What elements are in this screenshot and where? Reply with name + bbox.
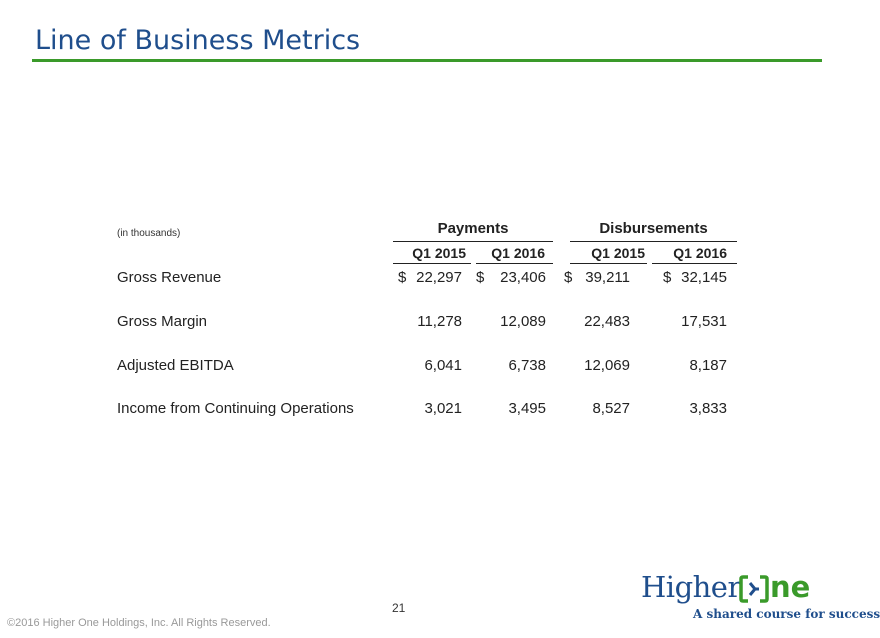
cell-value: 12,069	[584, 357, 630, 374]
table-cell	[663, 357, 727, 377]
column-rule	[476, 263, 553, 264]
table-cell	[398, 357, 462, 377]
copyright-notice: ©2016 Higher One Holdings, Inc. All Rights Reserved.	[7, 617, 271, 629]
cell-value: 22,483	[584, 313, 630, 330]
cell-value: 8,527	[592, 400, 630, 417]
logo-o-icon	[739, 575, 769, 603]
column-header: Q1 2016	[491, 245, 545, 261]
group-header-disbursements: Disbursements	[599, 220, 708, 237]
cell-value: 6,738	[508, 357, 546, 374]
column-rule	[570, 263, 647, 264]
cell-value: 3,833	[689, 400, 727, 417]
table-cell	[564, 313, 630, 333]
cell-value: 32,145	[681, 269, 727, 286]
column-header: Q1 2015	[412, 245, 466, 261]
column-header: Q1 2015	[591, 245, 645, 261]
logo-tagline: A shared course for success	[693, 607, 880, 621]
cell-value: 3,021	[424, 400, 462, 417]
row-label-gross-margin: Gross Margin	[117, 313, 208, 330]
currency-symbol: $	[398, 269, 407, 286]
group-rule-disbursements	[570, 241, 737, 242]
row-label-adjusted-ebitda: Adjusted EBITDA	[117, 357, 234, 374]
company-logo	[641, 568, 880, 623]
currency-symbol: $	[564, 269, 573, 286]
table-cell	[398, 400, 462, 420]
column-rule	[393, 263, 471, 264]
table-cell	[663, 313, 727, 333]
table-cell	[564, 357, 630, 377]
cell-value: 11,278	[417, 313, 462, 330]
logo-wordmark-suffix: ne	[770, 570, 811, 604]
units-note: (in thousands)	[117, 228, 181, 239]
page-number: 21	[392, 601, 406, 615]
cell-value: 22,297	[416, 269, 462, 286]
table-cell	[663, 400, 727, 420]
cell-value: 17,531	[681, 313, 727, 330]
logo-wordmark: Higher	[641, 570, 741, 604]
cell-value: 39,211	[585, 269, 630, 286]
table-cell	[476, 269, 546, 289]
table-cell	[398, 269, 462, 289]
column-header: Q1 2016	[673, 245, 727, 261]
table-cell	[398, 313, 462, 333]
table-cell	[564, 400, 630, 420]
column-rule	[652, 263, 737, 264]
group-header-payments: Payments	[437, 220, 509, 237]
slide-title: Line of Business Metrics	[35, 25, 361, 56]
currency-symbol: $	[663, 269, 672, 286]
table-cell	[476, 400, 546, 420]
table-cell	[564, 269, 630, 289]
title-underline	[32, 59, 822, 62]
table-cell	[476, 313, 546, 333]
row-label-gross-revenue: Gross Revenue	[117, 269, 222, 286]
table-cell	[663, 269, 727, 289]
table-cell	[476, 357, 546, 377]
cell-value: 8,187	[689, 357, 727, 374]
currency-symbol: $	[476, 269, 485, 286]
group-rule-payments	[393, 241, 553, 242]
cell-value: 3,495	[508, 400, 546, 417]
cell-value: 6,041	[424, 357, 462, 374]
cell-value: 12,089	[500, 313, 546, 330]
cell-value: 23,406	[500, 269, 546, 286]
row-label-income-continuing-ops: Income from Continuing Operations	[117, 400, 354, 417]
